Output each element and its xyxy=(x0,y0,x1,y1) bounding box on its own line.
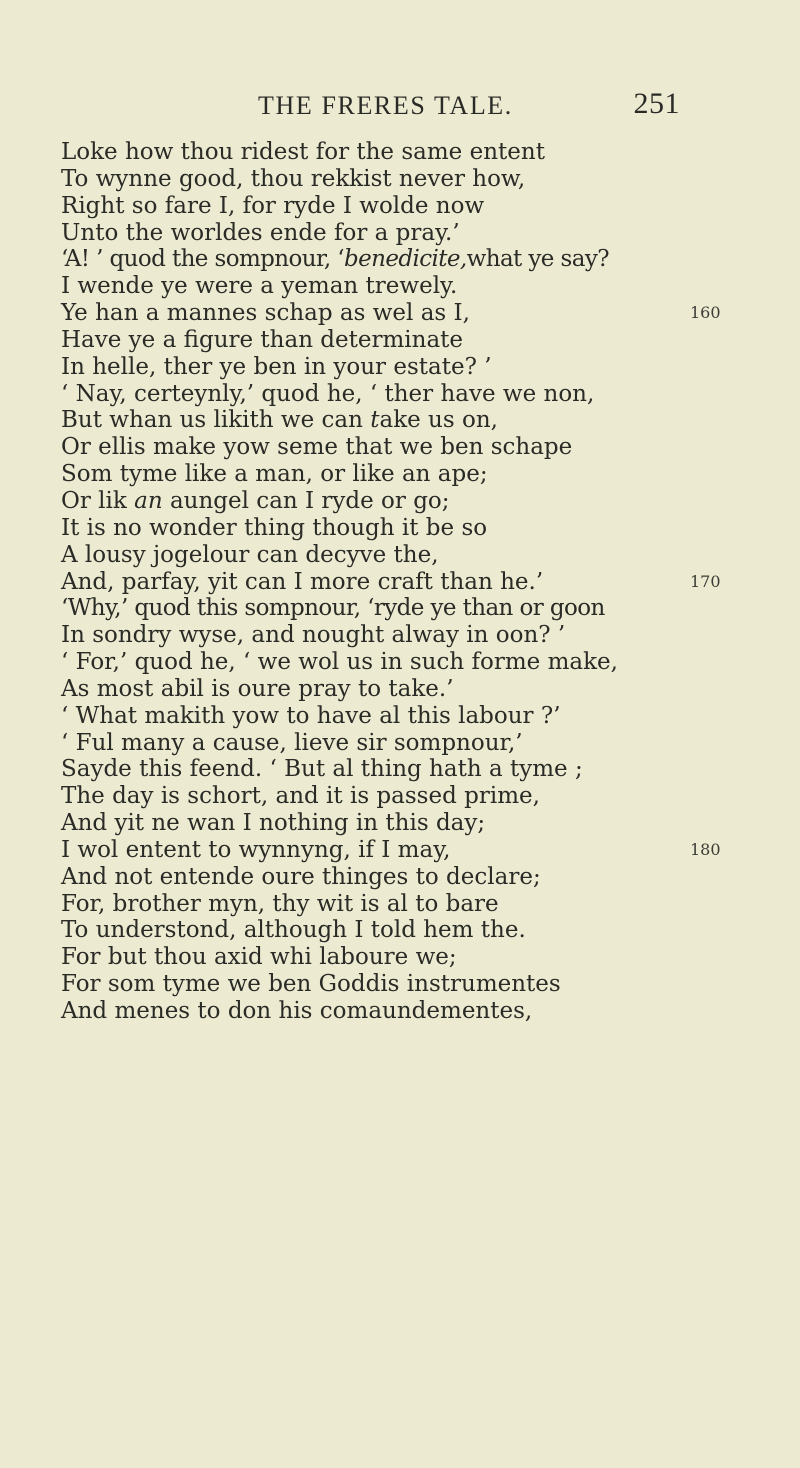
line-text: Loke how thou ridest for the same entent xyxy=(61,139,545,165)
poem-line xyxy=(61,703,661,730)
poem-line xyxy=(61,810,661,837)
line-text-italic: t xyxy=(370,407,380,434)
line-text: In helle, ther ye ben in your estate? ’ xyxy=(61,353,492,380)
line-text: Have ye a figure than determinate xyxy=(61,326,464,353)
running-title: THE FRERES TALE. xyxy=(258,91,513,120)
line-text: I wol entent to wynnyng, if I may, xyxy=(61,836,451,863)
line-number: 180 xyxy=(690,839,721,859)
line-text: To understond, although I told hem the. xyxy=(61,917,526,944)
line-number: 160 xyxy=(690,303,721,323)
poem-line xyxy=(61,756,661,783)
line-text: Sayde this feend. ‘ But al thing hath a tyme ; xyxy=(61,756,583,783)
line-text-start: Or lik xyxy=(61,487,135,514)
poem-line xyxy=(61,273,661,300)
line-text: Som tyme like a man, or like an ape; xyxy=(61,461,488,488)
line-text: For, brother myn, thy wit is al to bare xyxy=(61,890,499,917)
line-text-end: ake us on, xyxy=(379,407,498,434)
line-text: And menes to don his comaundementes, xyxy=(61,998,533,1024)
line-text: I wende ye were a yeman trewely. xyxy=(61,273,458,300)
poem-line xyxy=(61,139,661,166)
poem-line xyxy=(61,622,661,649)
line-text: To wynne good, thou rekkist never how, xyxy=(61,165,526,192)
poem-line xyxy=(61,327,661,354)
poem-line xyxy=(61,944,661,971)
line-text: Unto the worldes ende for a pray.’ xyxy=(61,219,460,246)
line-text: Or ellis make yow seme that we ben schape xyxy=(61,434,573,461)
line-text-start: But whan us likith we can xyxy=(61,407,371,434)
line-text: And yit ne wan I nothing in this day; xyxy=(61,810,486,837)
poem-line xyxy=(61,917,661,944)
line-text: And, parfay, yit can I more craft than he.’ xyxy=(61,568,544,595)
line-text: It is no wonder thing though it be so xyxy=(61,514,488,541)
line-text: Right so fare I, for ryde I wolde now xyxy=(61,192,485,219)
poem-line xyxy=(61,300,721,327)
line-text: For but thou axid whi laboure we; xyxy=(61,944,457,971)
poem-line xyxy=(61,166,661,193)
poem-text xyxy=(61,139,721,1025)
poem-line xyxy=(61,542,661,569)
line-text: ‘Why,’ quod this sompnour, ‘ryde ye than or goon xyxy=(61,595,605,622)
poem-line xyxy=(61,354,661,381)
line-text: A lousy jogelour can decyve the, xyxy=(61,541,439,568)
line-text: The day is schort, and it is passed prime, xyxy=(61,783,540,810)
poem-line xyxy=(61,461,661,488)
line-text: As most abil is oure pray to take.’ xyxy=(61,675,454,702)
poem-line xyxy=(61,515,661,542)
line-text: And not entende oure thinges to declare; xyxy=(61,863,541,890)
page-number: 251 xyxy=(633,87,680,120)
line-text: ‘ What makith yow to have al this labour ?’ xyxy=(61,702,561,729)
poem-line xyxy=(61,488,661,515)
poem-line xyxy=(61,434,661,461)
line-text-italic: an xyxy=(134,487,163,514)
poem-line xyxy=(61,864,661,891)
poem-line xyxy=(61,407,661,434)
poem-line xyxy=(61,730,661,757)
poem-line xyxy=(61,595,661,622)
poem-line xyxy=(61,783,661,810)
poem-line xyxy=(61,220,661,247)
line-text-end: what ye say? xyxy=(466,246,609,273)
poem-line xyxy=(61,381,661,408)
poem-line xyxy=(61,676,661,703)
line-text: ‘ For,’ quod he, ‘ we wol us in such forme make, xyxy=(61,649,618,676)
line-number: 170 xyxy=(690,571,721,591)
line-text-end: aungel can I ryde or go; xyxy=(162,487,450,514)
line-text: Ye han a mannes schap as wel as I, xyxy=(61,300,470,327)
line-text: For som tyme we ben Goddis instrumentes xyxy=(61,971,561,998)
line-text: In sondry wyse, and nought alway in oon? ’ xyxy=(61,622,566,649)
poem-line xyxy=(61,246,661,273)
poem-line xyxy=(61,971,661,998)
poem-line xyxy=(61,649,661,676)
poem-line xyxy=(61,193,661,220)
line-text: ‘ Ful many a cause, lieve sir sompnour,’ xyxy=(61,729,523,756)
poem-line xyxy=(61,998,661,1025)
line-text: ‘ Nay, certeynly,’ quod he, ‘ ther have we non, xyxy=(61,380,595,407)
poem-line xyxy=(61,568,721,596)
line-text-italic: benedicite, xyxy=(344,246,467,273)
line-text-start: ‘A! ’ quod the sompnour, ‘ xyxy=(61,246,344,273)
poem-line xyxy=(61,891,661,918)
poem-line xyxy=(61,836,721,864)
